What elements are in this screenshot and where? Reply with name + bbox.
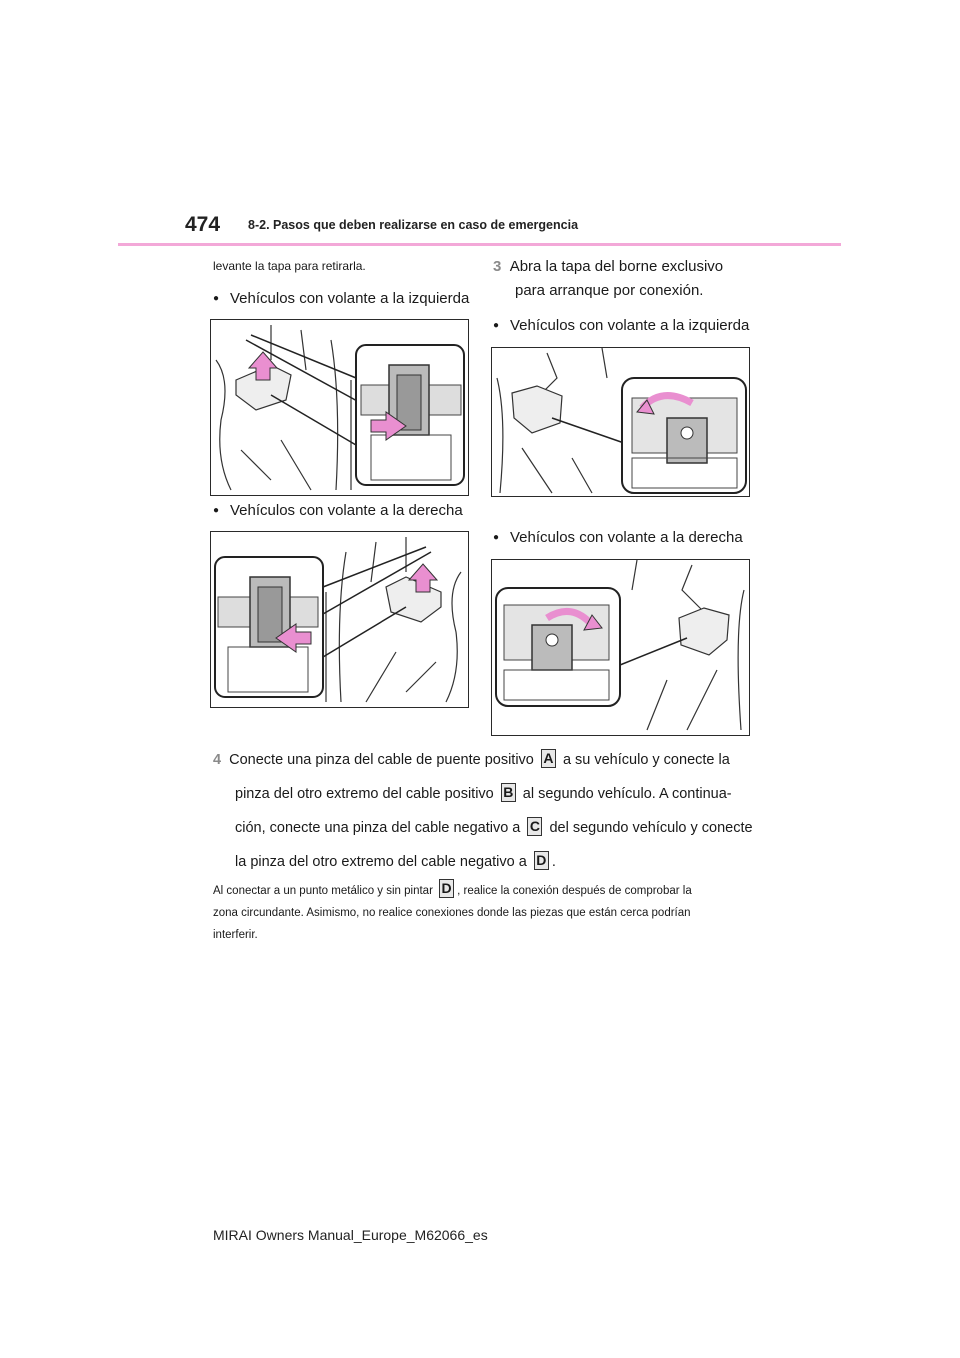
step3-line1: Abra la tapa del borne exclusivo (509, 258, 724, 275)
figure-open-terminal-rhd (491, 559, 750, 736)
note-text-b: , realice la conexión después de comprobar la (457, 885, 692, 897)
note-line3: interferir. (213, 929, 258, 941)
section-title: 8-2. Pasos que deben realizarse en caso de emergencia (248, 218, 579, 232)
step3-text (493, 255, 773, 303)
header-divider (118, 243, 841, 246)
step4-line4-b: . (551, 854, 556, 870)
step4-line2-b: al segundo vehículo. A continua- (522, 786, 732, 802)
caption-left-rhd: ● Vehículos con volante a la derecha (230, 499, 463, 523)
label-a: A (541, 749, 556, 768)
step4-number: 4 (213, 752, 222, 768)
intro-text: levante la tapa para retirarla. (213, 259, 366, 273)
label-b: B (501, 783, 516, 802)
footer-manual-name: MIRAI Owners Manual_Europe_M62066_es (213, 1227, 488, 1243)
step4-line1-a: Conecte una pinza del cable de puente positivo (229, 752, 534, 768)
caption-left-lhd: ● Vehículos con volante a la izquierda (230, 287, 469, 311)
label-c: C (527, 817, 542, 836)
step4-line2-a: pinza del otro extremo del cable positivo (235, 786, 494, 802)
page-number: 474 (185, 213, 221, 236)
step4-line1-b: a su vehículo y conecte la (562, 752, 730, 768)
note-line2: zona circundante. Asimismo, no realice conexiones donde las piezas que están cerca podrían (213, 907, 691, 919)
caption-right-rhd: ● Vehículos con volante a la derecha (510, 526, 743, 550)
note-label-d: D (439, 879, 454, 898)
caption-right-lhd: ● Vehículos con volante a la izquierda (510, 314, 749, 338)
step4-line3-b: del segundo vehículo y conecte (549, 820, 753, 836)
step3-line2: para arranque por conexión. (515, 282, 704, 299)
figure-open-terminal-lhd (491, 347, 750, 497)
note-paragraph (213, 879, 753, 946)
step3-number: 3 (493, 258, 502, 275)
step4-paragraph (213, 743, 773, 879)
note-text-a: Al conectar a un punto metálico y sin pintar (213, 885, 433, 897)
step4-line4-a: la pinza del otro extremo del cable negativo a (235, 854, 527, 870)
figure-lift-cover-rhd (210, 531, 469, 708)
figure-lift-cover-lhd (210, 319, 469, 496)
label-d: D (534, 851, 549, 870)
step4-line3-a: ción, conecte una pinza del cable negativo a (235, 820, 521, 836)
